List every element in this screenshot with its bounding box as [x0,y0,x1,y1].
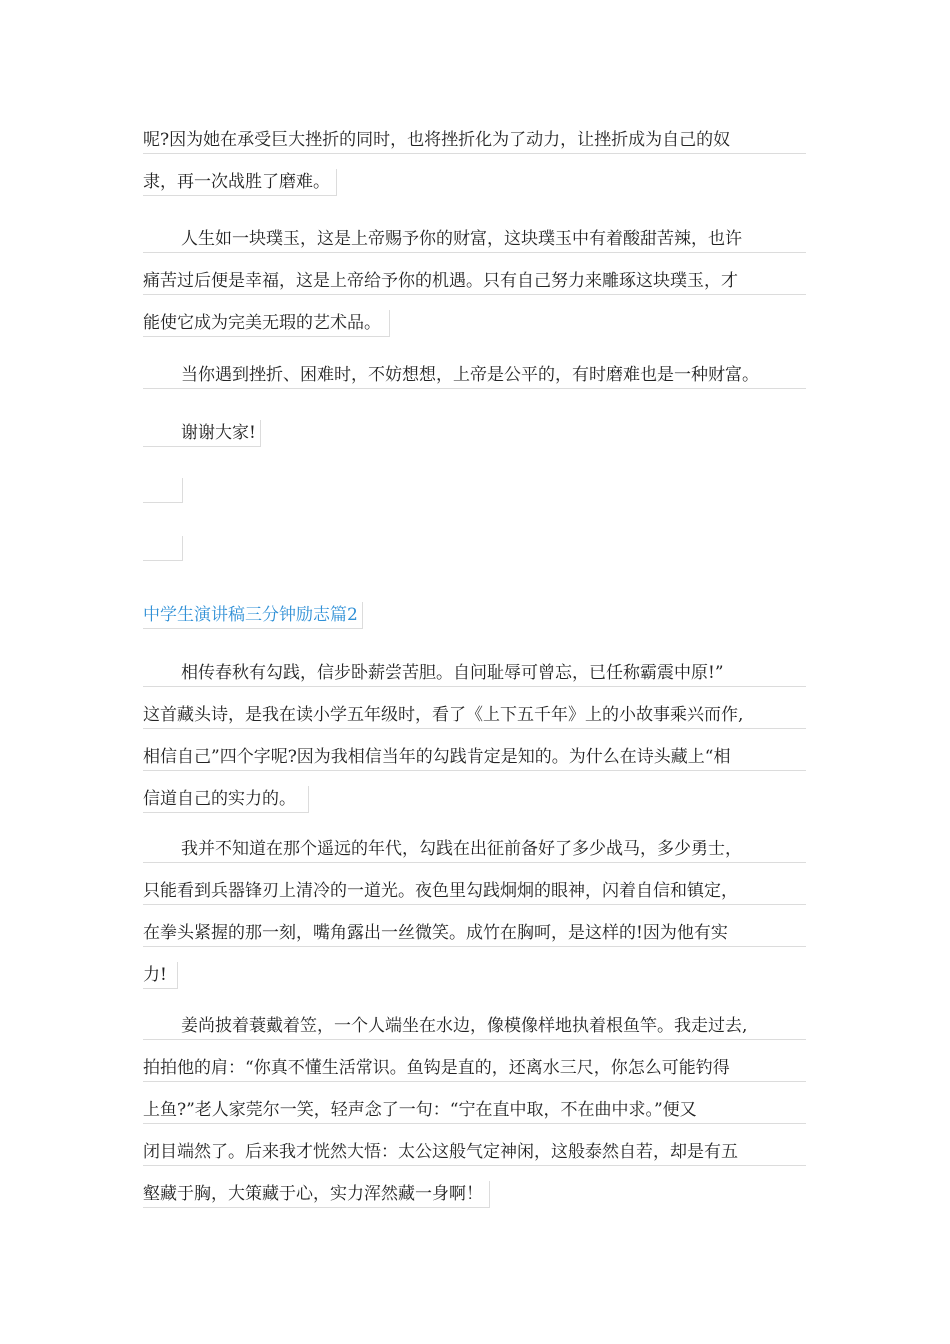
empty-paragraph [143,478,183,503]
text-line: 人生如一块璞玉，这是上帝赐予你的财富，这块璞玉中有着酸甜苦辣，也许 [143,226,806,253]
paragraph-2 [143,226,806,341]
section-heading: 中学生演讲稿三分钟励志篇2 [143,602,363,629]
text-line: 姜尚披着蓑戴着笠，一个人端坐在水边，像模像样地执着根鱼竿。我走过去, [143,1013,806,1040]
text-line: 信道自己的实力的。 [143,786,309,813]
text-line: 这首藏头诗，是我在读小学五年级时，看了《上下五千年》上的小故事乘兴而作, [143,702,806,729]
text-line: 壑藏于胸，大策藏于心，实力浑然藏一身啊！ [143,1181,490,1208]
text-line: 在拳头紧握的那一刻，嘴角露出一丝微笑。成竹在胸呵，是这样的!因为他有实 [143,920,806,947]
text-line: 能使它成为完美无瑕的艺术品。 [143,310,390,337]
text-line: 拍拍他的肩：“你真不懂生活常识。鱼钩是直的，还离水三尺，你怎么可能钓得 [143,1055,806,1082]
text-line: 我并不知道在那个遥远的年代，勾践在出征前备好了多少战马，多少勇士， [143,836,806,863]
text-line: 谢谢大家! [143,420,261,447]
empty-paragraph [143,536,183,561]
paragraph-6 [143,836,806,993]
text-line: 隶，再一次战胜了磨难。 [143,169,337,196]
paragraph-1 [143,127,806,200]
text-line: 当你遇到挫折、困难时，不妨想想，上帝是公平的，有时磨难也是一种财富。 [143,362,806,389]
text-line: 呢?因为她在承受巨大挫折的同时，也将挫折化为了动力，让挫折成为自己的奴 [143,127,806,154]
paragraph-5 [143,660,806,817]
paragraph-3 [143,362,806,389]
text-line: 闭目端然了。后来我才恍然大悟：太公这般气定神闲，这般泰然自若，却是有五 [143,1139,806,1166]
text-line: 力! [143,962,178,989]
text-line: 相传春秋有勾践，信步卧薪尝苦胆。自问耻辱可曾忘，已任称霸震中原!” [143,660,806,687]
text-line: 痛苦过后便是幸福，这是上帝给予你的机遇。只有自己努力来雕琢这块璞玉，才 [143,268,806,295]
text-line: 上鱼?”老人家莞尔一笑，轻声念了一句：“宁在直中取，不在曲中求。”便又 [143,1097,806,1124]
paragraph-4 [143,420,806,451]
paragraph-7 [143,1013,806,1212]
text-line: 只能看到兵器锋刃上清冷的一道光。夜色里勾践炯炯的眼神，闪着自信和镇定， [143,878,806,905]
text-line: 相信自己”四个字呢?因为我相信当年的勾践肯定是知的。为什么在诗头藏上“相 [143,744,806,771]
